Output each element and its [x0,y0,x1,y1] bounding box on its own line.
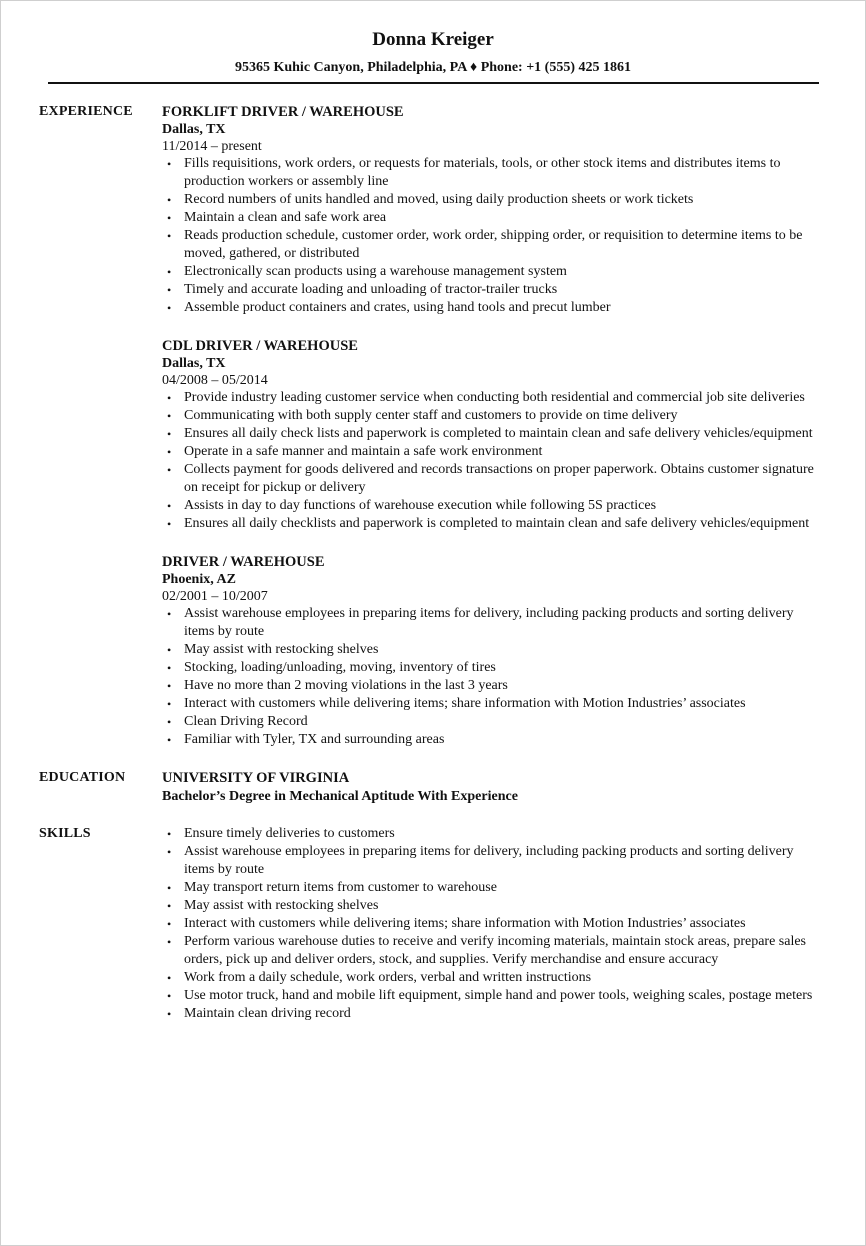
bullet-icon: • [167,935,172,949]
job-location: Phoenix, AZ [162,572,236,587]
bullet-icon: • [167,827,172,841]
list-item: • Have no more than 2 moving violations in the last 3 years [167,678,508,693]
list-item: • Operate in a safe manner and maintain a safe work environment [167,444,543,459]
list-item: • Assist warehouse employees in preparing items for delivery, including packing products and sorting delivery items by route [167,606,794,639]
job-entry [162,337,814,533]
section-title-education: EDUCATION [39,770,126,785]
bullet-icon: • [167,845,172,859]
bullet-icon: • [167,283,172,297]
bullet-icon: • [167,971,172,985]
list-item: • Stocking, loading/unloading, moving, inventory of tires [167,660,496,675]
candidate-name: Donna Kreiger [372,29,494,50]
list-item: • Maintain clean driving record [167,1006,351,1021]
header-divider [48,82,819,84]
list-item: • Clean Driving Record [167,714,308,729]
list-item: • Ensures all daily checklists and paperwork is completed to maintain clean and safe delivery vehicles/equipment [167,516,810,531]
experience-body [162,103,814,749]
job-bullets [162,389,814,533]
list-item: • Assist warehouse employees in preparing items for delivery, including packing products and sorting delivery items by route [167,844,794,877]
list-item: • Perform various warehouse duties to receive and verify incoming materials, maintain stock areas, prepare sales orders, pick up and deliver orders, stock, and supplies. Verify merchandise and ensure accuracy [167,934,806,967]
bullet-icon: • [167,1007,172,1021]
list-item: • Interact with customers while delivering items; share information with Motion Industries’ associates [167,916,746,931]
bullet-icon: • [167,211,172,225]
bullet-icon: • [167,607,172,621]
degree: Bachelor’s Degree in Mechanical Aptitude With Experience [162,789,518,804]
bullet-icon: • [167,661,172,675]
list-item: • Timely and accurate loading and unloading of tractor-trailer trucks [167,282,558,297]
section-title-experience: EXPERIENCE [39,104,133,119]
skills-section [39,825,829,1023]
job-location: Dallas, TX [162,122,226,137]
job-dates: 04/2008 – 05/2014 [162,373,268,388]
job-title: DRIVER / WAREHOUSE [162,554,325,570]
resume-header [1,1,865,84]
bullet-icon: • [167,679,172,693]
bullet-icon: • [167,409,172,423]
list-item: • May assist with restocking shelves [167,898,379,913]
experience-section [39,103,829,749]
bullet-icon: • [167,499,172,513]
bullet-icon: • [167,445,172,459]
list-item: • Record numbers of units handled and moved, using daily production sheets or work tickets [167,192,694,207]
bullet-icon: • [167,917,172,931]
list-item: • Fills requisitions, work orders, or requests for materials, tools, or other stock items and distributes items to production workers or assembly line [167,156,781,189]
job-dates: 02/2001 – 10/2007 [162,589,268,604]
job-bullets [162,605,814,749]
skills-body [162,825,814,1023]
list-item: • Collects payment for goods delivered and records transactions on proper paperwork. Obtains customer signature on receipt for pickup or delivery [167,462,814,495]
list-item: • Assemble product containers and crates, using hand tools and precut lumber [167,300,611,315]
bullet-icon: • [167,989,172,1003]
list-item: • Electronically scan products using a warehouse management system [167,264,567,279]
bullet-icon: • [167,229,172,243]
bullet-icon: • [167,643,172,657]
list-item: • Provide industry leading customer service when conducting both residential and commercial job site deliveries [167,390,805,405]
list-item: • Ensure timely deliveries to customers [167,826,395,841]
job-entry [162,103,814,317]
job-title: FORKLIFT DRIVER / WAREHOUSE [162,104,404,120]
bullet-icon: • [167,301,172,315]
bullet-icon: • [167,427,172,441]
list-item: • Use motor truck, hand and mobile lift equipment, simple hand and power tools, weighing scales, postage meters [167,988,813,1003]
bullet-icon: • [167,193,172,207]
list-item: • Communicating with both supply center staff and customers to provide on time delivery [167,408,678,423]
bullet-icon: • [167,697,172,711]
list-item: • Reads production schedule, customer order, work order, shipping order, or requisition to determine items to be moved, gathered, or distributed [167,228,803,261]
bullet-icon: • [167,391,172,405]
bullet-icon: • [167,463,172,477]
contact-line [1,59,865,77]
list-item: • Maintain a clean and safe work area [167,210,387,225]
school-name: UNIVERSITY OF VIRGINIA [162,770,350,786]
list-item: • May assist with restocking shelves [167,642,379,657]
bullet-icon: • [167,265,172,279]
job-dates: 11/2014 – present [162,139,262,154]
bullet-icon: • [167,881,172,895]
list-item: • Assists in day to day functions of warehouse execution while following 5S practices [167,498,657,513]
job-location: Dallas, TX [162,356,226,371]
job-bullets [162,155,814,317]
job-title: CDL DRIVER / WAREHOUSE [162,338,358,354]
list-item: • Interact with customers while delivering items; share information with Motion Industries’ associates [167,696,746,711]
list-item: • Familiar with Tyler, TX and surrounding areas [167,732,445,747]
list-item: • May transport return items from customer to warehouse [167,880,497,895]
address: 95365 Kuhic Canyon, Philadelphia, PA [234,60,467,75]
education-section [39,769,829,807]
bullet-icon: • [167,733,172,747]
bullet-icon: • [167,517,172,531]
list-item: • Ensures all daily check lists and paperwork is completed to maintain clean and safe delivery vehicles/equipment [167,426,813,441]
section-title-skills: SKILLS [39,826,91,841]
list-item: • Work from a daily schedule, work orders, verbal and written instructions [167,970,592,985]
skills-list [162,825,814,1023]
bullet-icon: • [167,715,172,729]
separator-diamond-icon: ♦ [470,60,478,75]
phone: Phone: +1 (555) 425 1861 [480,60,632,75]
bullet-icon: • [167,899,172,913]
job-entry [162,553,814,749]
bullet-icon: • [167,157,172,171]
education-body [162,769,814,807]
